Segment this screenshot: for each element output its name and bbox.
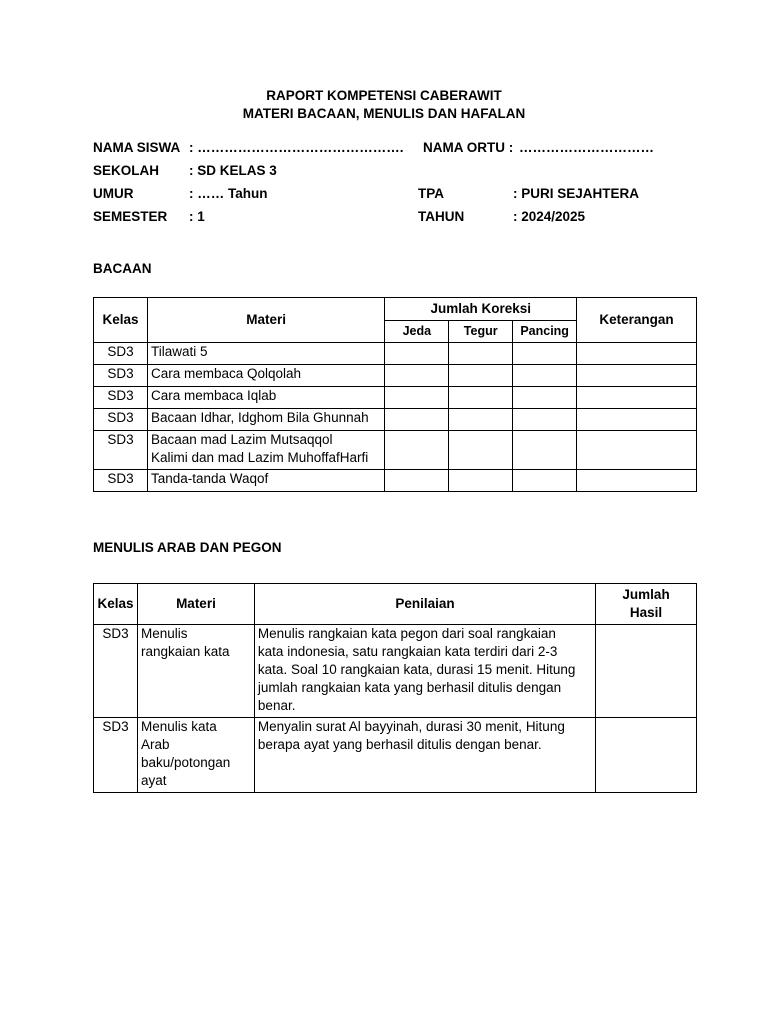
sekolah-value: : SD KELAS 3 — [189, 163, 277, 178]
materi-line: Bacaan mad Lazim Mutsaqqol — [150, 432, 333, 447]
materi-line: baku/potongan — [140, 755, 231, 770]
header-keterangan: Keterangan — [577, 298, 697, 343]
menulis-header-row — [94, 584, 697, 625]
kelas-cell: SD3 — [94, 431, 148, 470]
header-jumlah-hasil-line: Hasil — [629, 605, 663, 620]
keterangan-cell[interactable] — [577, 431, 697, 470]
kelas-cell: SD3 — [94, 365, 148, 387]
keterangan-cell[interactable] — [577, 343, 697, 365]
materi-line: Menulis kata — [140, 719, 217, 734]
nama-ortu-value: ………………………… — [519, 140, 654, 155]
pancing-cell[interactable] — [513, 343, 577, 365]
nama-siswa-label: NAMA SISWA — [93, 140, 181, 155]
penilaian-line: jumlah rangkaian kata yang berhasil ditulis dengan — [257, 680, 562, 695]
penilaian-cell — [254, 625, 595, 718]
jumlah-hasil-cell[interactable] — [596, 625, 697, 718]
table-row — [94, 343, 697, 365]
kelas-cell: SD3 — [94, 409, 148, 431]
jeda-cell[interactable] — [385, 470, 449, 492]
jeda-cell[interactable] — [385, 409, 449, 431]
materi-line: Arab — [140, 737, 170, 752]
materi-cell: Cara membaca Qolqolah — [147, 365, 384, 387]
header-jumlah-hasil-line: Jumlah — [622, 587, 670, 602]
pancing-cell[interactable] — [513, 431, 577, 470]
penilaian-line: Menulis rangkaian kata pegon dari soal rangkaian — [257, 626, 556, 641]
table-row — [94, 409, 697, 431]
semester-value: : 1 — [189, 209, 205, 224]
penilaian-line: benar. — [257, 698, 296, 713]
report-subtitle: MATERI BACAAN, MENULIS DAN HAFALAN — [242, 106, 526, 121]
tegur-cell[interactable] — [449, 343, 513, 365]
tegur-cell[interactable] — [449, 409, 513, 431]
bacaan-header-row — [94, 298, 697, 321]
bacaan-table — [93, 297, 697, 492]
nama-siswa-value: : ………………………………………. — [189, 140, 404, 155]
pancing-cell[interactable] — [513, 470, 577, 492]
materi-cell: Tilawati 5 — [147, 343, 384, 365]
jumlah-hasil-cell[interactable] — [596, 718, 697, 793]
kelas-cell: SD3 — [94, 718, 138, 793]
table-row — [94, 625, 697, 718]
jeda-cell[interactable] — [385, 365, 449, 387]
table-row — [94, 718, 697, 793]
kelas-cell: SD3 — [94, 343, 148, 365]
kelas-cell: SD3 — [94, 470, 148, 492]
header-pancing: Pancing — [513, 320, 577, 343]
kelas-cell: SD3 — [94, 625, 138, 718]
sekolah-label: SEKOLAH — [93, 163, 160, 178]
tegur-cell[interactable] — [449, 365, 513, 387]
menulis-table — [93, 583, 697, 793]
materi-cell — [137, 718, 254, 793]
jeda-cell[interactable] — [385, 387, 449, 409]
penilaian-line: kata indonesia, satu rangkaian kata terdiri dari 2-3 — [257, 644, 558, 659]
nama-ortu-label: NAMA ORTU : — [423, 140, 514, 155]
header-kelas: Kelas — [94, 298, 148, 343]
semester-label: SEMESTER — [93, 209, 168, 224]
kelas-cell: SD3 — [94, 387, 148, 409]
header-materi: Materi — [137, 584, 254, 625]
tegur-cell[interactable] — [449, 387, 513, 409]
report-title: RAPORT KOMPETENSI CABERAWIT — [266, 88, 502, 103]
jeda-cell[interactable] — [385, 431, 449, 470]
header-tegur: Tegur — [449, 320, 513, 343]
tahun-value: : 2024/2025 — [513, 209, 586, 224]
tahun-label: TAHUN — [418, 209, 465, 224]
bacaan-heading: BACAAN — [93, 261, 152, 276]
table-row — [94, 431, 697, 470]
materi-cell — [147, 431, 384, 470]
table-row — [94, 470, 697, 492]
umur-label: UMUR — [93, 186, 134, 201]
materi-line: ayat — [140, 773, 167, 788]
materi-line: rangkaian kata — [140, 644, 230, 659]
keterangan-cell[interactable] — [577, 387, 697, 409]
materi-cell: Bacaan Idhar, Idghom Bila Ghunnah — [147, 409, 384, 431]
penilaian-line: berapa ayat yang berhasil ditulis dengan benar. — [257, 737, 542, 752]
tegur-cell[interactable] — [449, 470, 513, 492]
table-row — [94, 365, 697, 387]
penilaian-line: kata. Soal 10 rangkaian kata, durasi 15 menit. Hitung — [257, 662, 576, 677]
header-jeda: Jeda — [385, 320, 449, 343]
tpa-label: TPA — [418, 186, 444, 201]
penilaian-line: Menyalin surat Al bayyinah, durasi 30 menit, Hitung — [257, 719, 565, 734]
pancing-cell[interactable] — [513, 387, 577, 409]
pancing-cell[interactable] — [513, 365, 577, 387]
keterangan-cell[interactable] — [577, 470, 697, 492]
header-jumlah-koreksi: Jumlah Koreksi — [385, 298, 577, 321]
materi-cell: Tanda-tanda Waqof — [147, 470, 384, 492]
header-penilaian: Penilaian — [254, 584, 595, 625]
tegur-cell[interactable] — [449, 431, 513, 470]
header-kelas: Kelas — [94, 584, 138, 625]
pancing-cell[interactable] — [513, 409, 577, 431]
penilaian-cell — [254, 718, 595, 793]
header-jumlah-hasil — [596, 584, 697, 625]
materi-cell: Cara membaca Iqlab — [147, 387, 384, 409]
tpa-value: : PURI SEJAHTERA — [513, 186, 640, 201]
menulis-heading: MENULIS ARAB DAN PEGON — [93, 540, 282, 555]
keterangan-cell[interactable] — [577, 365, 697, 387]
materi-line: Kalimi dan mad Lazim MuhoffafHarfi — [150, 450, 369, 465]
jeda-cell[interactable] — [385, 343, 449, 365]
table-row — [94, 387, 697, 409]
materi-cell — [137, 625, 254, 718]
umur-value: : …… Tahun — [189, 186, 268, 201]
header-materi: Materi — [147, 298, 384, 343]
keterangan-cell[interactable] — [577, 409, 697, 431]
materi-line: Menulis — [140, 626, 188, 641]
